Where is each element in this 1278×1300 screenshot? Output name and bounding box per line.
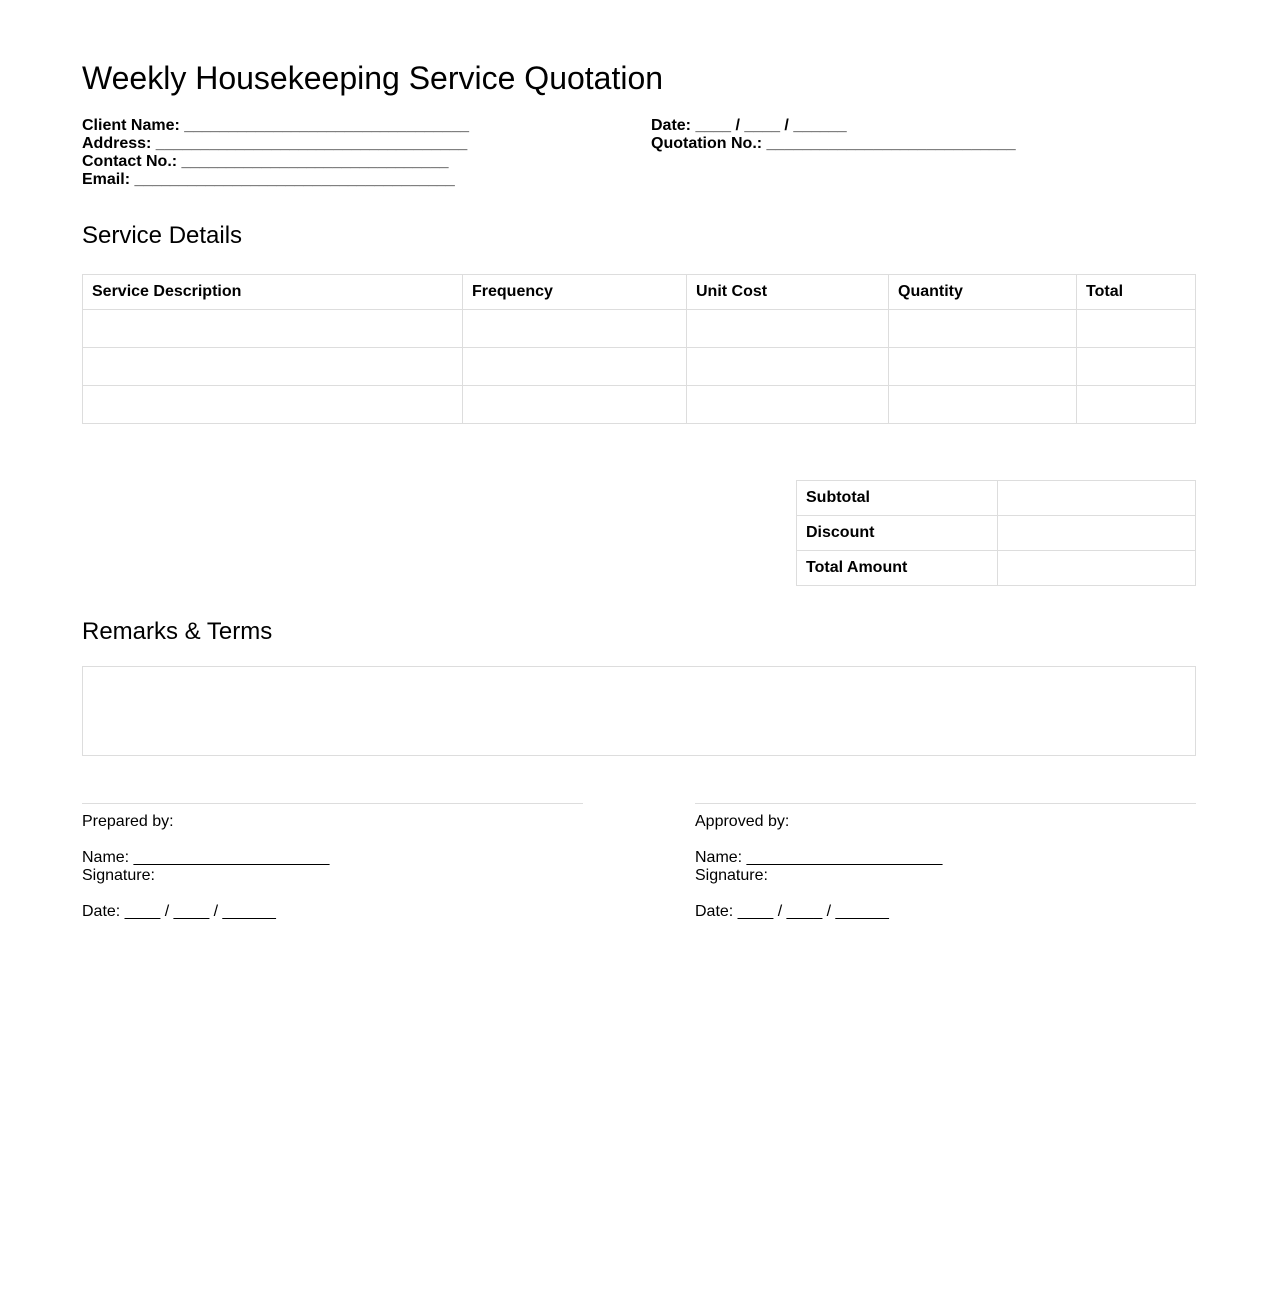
cell-quantity[interactable] [889, 310, 1077, 348]
page-title: Weekly Housekeeping Service Quotation [82, 60, 664, 96]
cell-quantity[interactable] [889, 386, 1077, 424]
date-field[interactable]: Date: ____ / ____ / ______ [651, 117, 847, 134]
service-details-table [82, 274, 1196, 424]
column-header-quantity: Quantity [889, 275, 1077, 310]
client-name-field[interactable]: Client Name: ________________________________ [82, 117, 469, 134]
table-row [83, 310, 1196, 348]
remarks-box[interactable] [82, 666, 1196, 756]
approved-by-block [695, 803, 1196, 921]
approved-by-label: Approved by: [695, 813, 790, 830]
service-details-heading: Service Details [82, 222, 243, 249]
cell-service-description[interactable] [83, 348, 463, 386]
cell-service-description[interactable] [83, 310, 463, 348]
totals-row-total-amount [797, 551, 1196, 586]
prepared-by-signature-field[interactable]: Signature: [82, 867, 155, 884]
totals-row-subtotal [797, 481, 1196, 516]
cell-unit-cost[interactable] [687, 348, 889, 386]
prepared-by-label: Prepared by: [82, 813, 174, 830]
totals-table [796, 480, 1196, 586]
address-field[interactable]: Address: ___________________________________ [82, 135, 468, 152]
approved-by-date-field[interactable]: Date: ____ / ____ / ______ [695, 903, 889, 920]
prepared-by-name-field[interactable]: Name: ______________________ [82, 849, 330, 866]
cell-quantity[interactable] [889, 348, 1077, 386]
prepared-by-date-field[interactable]: Date: ____ / ____ / ______ [82, 903, 276, 920]
cell-frequency[interactable] [463, 348, 687, 386]
total-amount-label: Total Amount [797, 551, 998, 586]
table-header-row [83, 275, 1196, 310]
cell-frequency[interactable] [463, 386, 687, 424]
client-info [82, 117, 469, 189]
table-row [83, 348, 1196, 386]
column-header-frequency: Frequency [463, 275, 687, 310]
approved-by-name-field[interactable]: Name: ______________________ [695, 849, 943, 866]
column-header-unit-cost: Unit Cost [687, 275, 889, 310]
subtotal-label: Subtotal [797, 481, 998, 516]
remarks-heading: Remarks & Terms [82, 618, 273, 645]
quote-info [651, 117, 1016, 153]
cell-frequency[interactable] [463, 310, 687, 348]
discount-label: Discount [797, 516, 998, 551]
prepared-by-block [82, 803, 583, 921]
discount-value[interactable] [998, 516, 1196, 551]
cell-unit-cost[interactable] [687, 310, 889, 348]
subtotal-value[interactable] [998, 481, 1196, 516]
cell-unit-cost[interactable] [687, 386, 889, 424]
contact-no-field[interactable]: Contact No.: ______________________________ [82, 153, 449, 170]
column-header-total: Total [1077, 275, 1196, 310]
cell-total[interactable] [1077, 348, 1196, 386]
email-field[interactable]: Email: ____________________________________ [82, 171, 455, 188]
cell-total[interactable] [1077, 310, 1196, 348]
cell-total[interactable] [1077, 386, 1196, 424]
total-amount-value[interactable] [998, 551, 1196, 586]
totals-row-discount [797, 516, 1196, 551]
approved-by-signature-field[interactable]: Signature: [695, 867, 768, 884]
quotation-no-field[interactable]: Quotation No.: ____________________________ [651, 135, 1016, 152]
column-header-service-description: Service Description [83, 275, 463, 310]
cell-service-description[interactable] [83, 386, 463, 424]
table-row [83, 386, 1196, 424]
